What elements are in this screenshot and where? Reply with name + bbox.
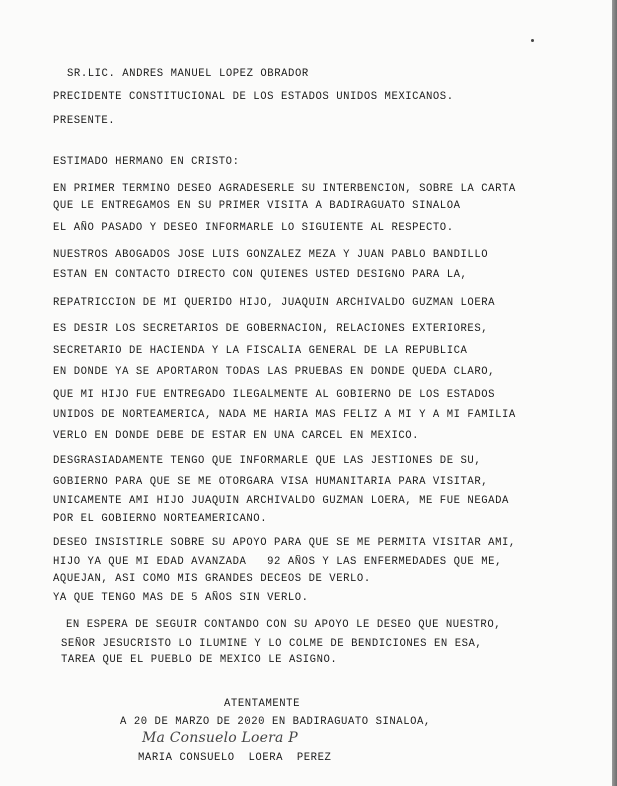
addressee-name: SR.LIC. ANDRES MANUEL LOPEZ OBRADOR bbox=[67, 68, 309, 80]
paragraph-3-line-1: DESGRASIADAMENTE TENGO QUE INFORMARLE QUE LAS JESTIONES DE SU, bbox=[53, 455, 482, 467]
paragraph-2-line-7: QUE MI HIJO FUE ENTREGADO ILEGALMENTE AL GOBIERNO DE LOS ESTADOS bbox=[53, 389, 496, 401]
greeting-line: ESTIMADO HERMANO EN CRISTO: bbox=[53, 156, 240, 168]
paragraph-1-line-1: EN PRIMER TERMINO DESEO AGRADESERLE SU INTERBENCION, SOBRE LA CARTA bbox=[53, 183, 516, 195]
paragraph-5-line-2: SEÑOR JESUCRISTO LO ILUMINE Y LO COLME DE BENDICIONES EN ESA, bbox=[61, 638, 483, 650]
paragraph-2-line-1: NUESTROS ABOGADOS JOSE LUIS GONZALEZ MEZA Y JUAN PABLO BANDILLO bbox=[53, 249, 489, 261]
signature-name: MARIA CONSUELO LOERA PEREZ bbox=[138, 752, 332, 764]
paragraph-3-line-3: UNICAMENTE AMI HIJO JUAQUIN ARCHIVALDO GUZMAN LOERA, ME FUE NEGADA bbox=[53, 495, 509, 507]
paragraph-3-line-4: POR EL GOBIERNO NORTEAMERICANO. bbox=[53, 513, 268, 525]
paper-speck bbox=[531, 39, 534, 42]
paragraph-2-line-6: EN DONDE YA SE APORTARON TODAS LAS PRUEBAS EN DONDE QUEDA CLARO, bbox=[53, 366, 496, 378]
paragraph-4-line-2: HIJO YA QUE MI EDAD AVANZADA 92 AÑOS Y LAS ENFERMEDADES QUE ME, bbox=[53, 556, 502, 568]
date-line: A 20 DE MARZO DE 2020 EN BADIRAGUATO SINALOA, bbox=[120, 716, 431, 728]
handwritten-signature: Ma Consuelo Loera P bbox=[142, 730, 298, 746]
paragraph-3-line-2: GOBIERNO PARA QUE SE ME OTORGARA VISA HUMANITARIA PARA VISITAR, bbox=[53, 476, 489, 488]
paragraph-4-line-4: YA QUE TENGO MAS DE 5 AÑOS SIN VERLO. bbox=[53, 592, 309, 604]
paragraph-4-line-3: AQUEJAN, ASI COMO MIS GRANDES DECEOS DE VERLO. bbox=[53, 573, 371, 585]
paragraph-5-line-3: TAREA QUE EL PUEBLO DE MEXICO LE ASIGNO. bbox=[61, 654, 338, 666]
page-edge-shadow bbox=[612, 0, 617, 786]
paragraph-5-line-1: EN ESPERA DE SEGUIR CONTANDO CON SU APOYO LE DESEO QUE NUESTRO, bbox=[66, 619, 502, 631]
paragraph-1-line-2: QUE LE ENTREGAMOS EN SU PRIMER VISITA A BADIRAGUATO SINALOA bbox=[53, 200, 461, 212]
paragraph-2-line-3: REPATRICCION DE MI QUERIDO HIJO, JUAQUIN ARCHIVALDO GUZMAN LOERA bbox=[53, 297, 496, 309]
paragraph-2-line-5: SECRETARIO DE HACIENDA Y LA FISCALIA GENERAL DE LA REPUBLICA bbox=[53, 345, 468, 357]
paragraph-1-line-3: EL AÑO PASADO Y DESEO INFORMARLE LO SIGUIENTE AL RESPECTO. bbox=[53, 222, 454, 234]
paragraph-2-line-8: UNIDOS DE NORTEAMERICA, NADA ME HARIA MAS FELIZ A MI Y A MI FAMILIA bbox=[53, 409, 516, 421]
presente-line: PRESENTE. bbox=[53, 115, 116, 127]
closing-line: ATENTAMENTE bbox=[224, 698, 300, 710]
paragraph-4-line-1: DESEO INSISTIRLE SOBRE SU APOYO PARA QUE SE ME PERMITA VISITAR AMI, bbox=[53, 537, 516, 549]
paragraph-2-line-4: ES DESIR LOS SECRETARIOS DE GOBERNACION, RELACIONES EXTERIORES, bbox=[53, 323, 489, 335]
paragraph-2-line-2: ESTAN EN CONTACTO DIRECTO CON QUIENES USTED DESIGNO PARA LA, bbox=[53, 269, 468, 281]
paragraph-2-line-9: VERLO EN DONDE DEBE DE ESTAR EN UNA CARCEL EN MEXICO. bbox=[53, 430, 420, 442]
addressee-title: PRECIDENTE CONSTITUCIONAL DE LOS ESTADOS UNIDOS MEXICANOS. bbox=[53, 91, 454, 103]
